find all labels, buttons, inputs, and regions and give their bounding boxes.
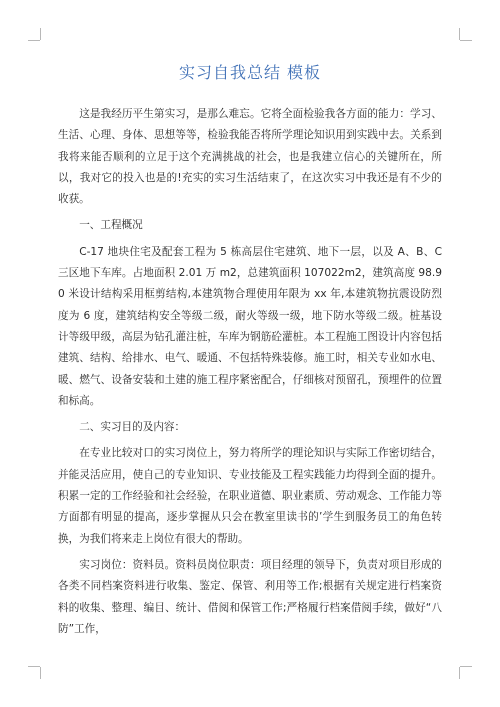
document-body <box>58 104 442 645</box>
crop-mark-top-right-v <box>459 28 460 40</box>
paragraph-position: 实习岗位：资料员。资料员岗位职责：项目经理的领导下，负责对项目形成的各类不同档案资料进行收集、鉴定、保管、利用等工作;根据有关规定进行档案资料的收集、整理、编目、统计、借阅和保管工作;严格履行档案借阅手续，做好“八防”工作， <box>58 558 442 635</box>
paragraph-intro: 这是我经历平生第实习，是那么难忘。它将全面检验我各方面的能力：学习、生活、心理、身体、思想等等，检验我能否将所学理论知识用到实践中去。关系到我将来能否顺利的立足于这个充满挑战的社会，也是我建立信心的关键所在，所以，我对它的投入也是的!充实的实习生活结束了，在这次实习中我还是有不少的收获。 <box>58 108 442 206</box>
section-heading-purpose: 二、实习目的及内容： <box>79 421 186 434</box>
crop-mark-top-right-h <box>460 40 472 41</box>
paragraph-purpose: 在专业比较对口的实习岗位上，努力将所学的理论知识与实际工作密切结合，并能灵活应用，使自己的专业知识、专业技能及工程实践能力均得到全面的提升。积累一定的工作经验和社会经验，在职业道德、职业素质、劳动观念、工作能力等方面都有明显的提高，逐步掌握从只会在教室里读书的’学生到服务员工的角色转换，为我们将来走上岗位有很大的帮助。 <box>58 447 442 545</box>
crop-mark-top-left-h <box>28 40 40 41</box>
crop-mark-bottom-right-h <box>460 666 472 667</box>
crop-mark-bottom-left-v <box>40 667 41 679</box>
document-title: 实习自我总结 模板 <box>178 63 322 82</box>
crop-mark-bottom-right-v <box>459 667 460 679</box>
paragraph-overview: C-17 地块住宅及配套工程为 5 栋高层住宅建筑、地下一层，以及 A、B、C 三区地下车库。占地面积 2.01 万 m2，总建筑面积 107022m2，建筑高度 98.90 米设计结构采用框剪结构,本建筑物合理使用年限为 xx 年,本建筑物抗震设防烈度为 6 度，建筑结构安全等级二级，耐火等级一级，地下防水等级二级。桩基设计等级甲级，高层为钻孔灌注桩，车库为钢筋砼灌桩。本工程施工图设计内容包括建筑、结构、给排水、电气、暖通、不包括特殊装修。施工时，相关专业如水电、暖、燃气、设备安装和土建的施工程序紧密配合，仔细核对预留孔，预埋件的位置和标高。 <box>58 245 442 407</box>
section-heading-overview: 一、工程概况 <box>79 219 143 232</box>
crop-mark-bottom-left-h <box>28 666 40 667</box>
crop-mark-top-left-v <box>40 28 41 40</box>
